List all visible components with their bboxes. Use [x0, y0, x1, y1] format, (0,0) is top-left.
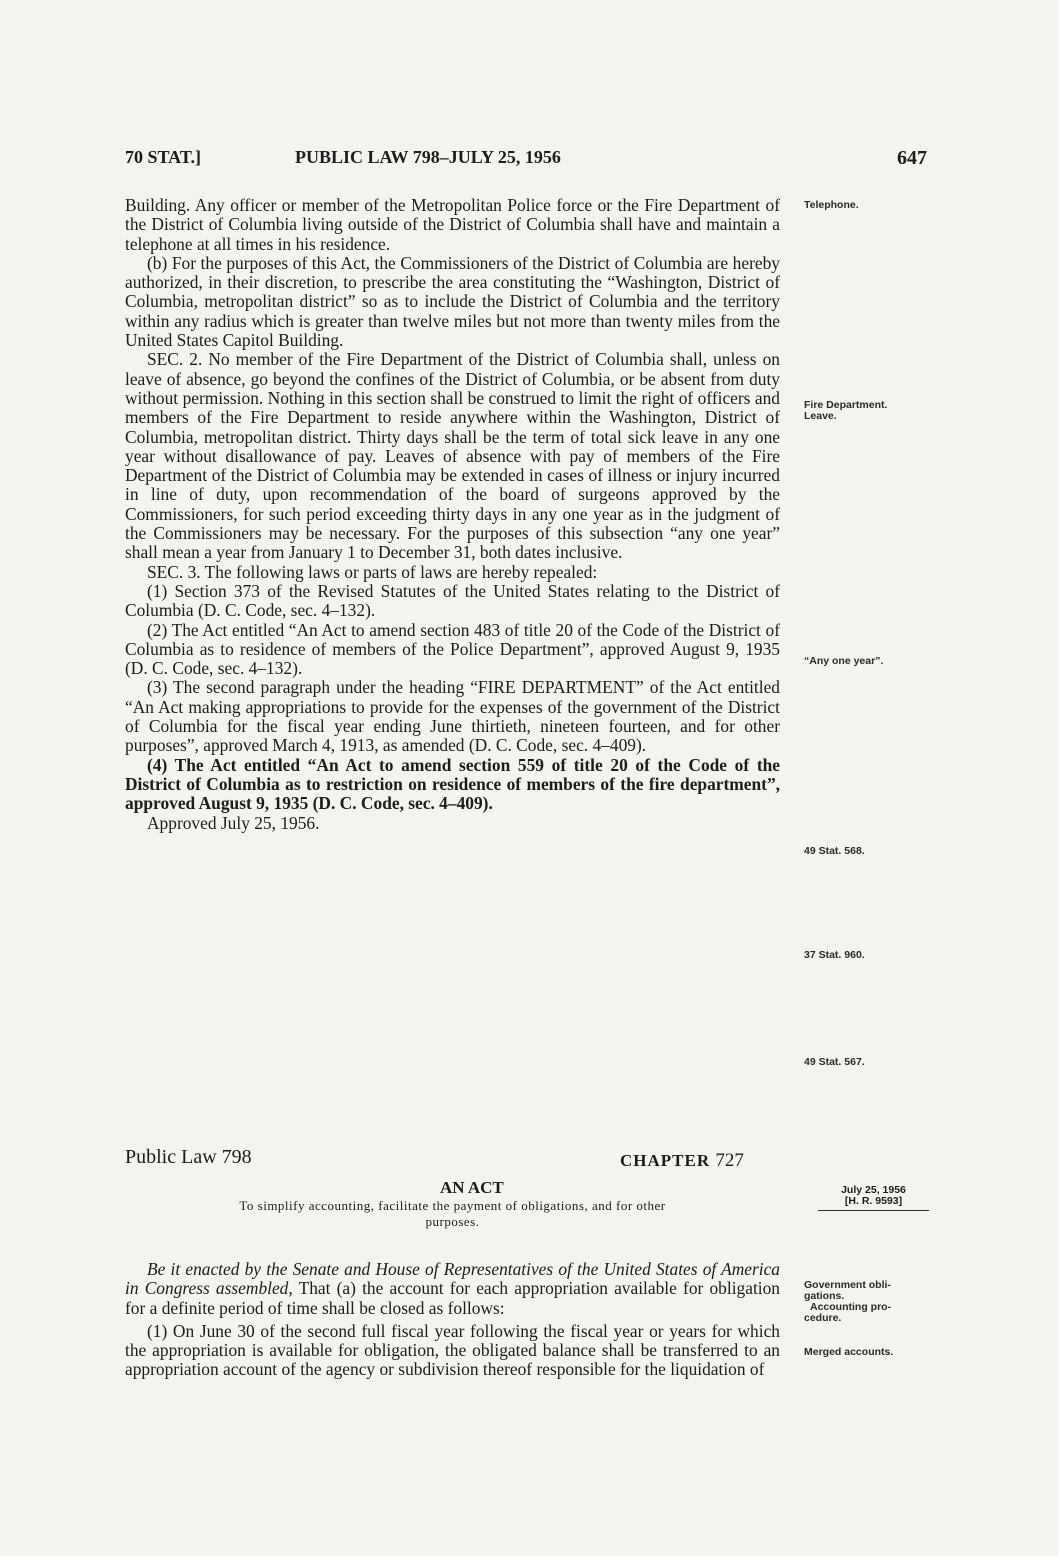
margin-note-line: Government obli- [804, 1279, 891, 1291]
approved-line: Approved July 25, 1956. [147, 812, 320, 833]
chapter-number: 727 [715, 1150, 744, 1171]
chapter-heading [620, 1150, 744, 1172]
margin-note-line: cedure. [804, 1312, 842, 1324]
enacting-italic: Be it enacted by the Senate and House of Representatives of the United States of America in Congress assembled, [125, 1259, 780, 1299]
margin-note-line: Fire Department. [804, 399, 888, 411]
margin-note-fire-dept [804, 400, 934, 422]
page-number: 647 [897, 147, 927, 169]
an-act-heading: AN ACT [440, 1178, 504, 1197]
enacting-rest: That (a) the account for each appropriation available for obligation for a definite period of time shall be closed as follows: [125, 1278, 780, 1318]
purpose-line: purposes. [425, 1214, 480, 1229]
margin-note-line: Accounting pro- [810, 1301, 892, 1313]
header-title: PUBLIC LAW 798–JULY 25, 1956 [295, 147, 561, 167]
paragraph: (b) For the purposes of this Act, the Commissioners of the District of Columbia are hereby authorized, in their discretion, to prescribe the area constituting the “Washington, District of Columbia, metropolitan district” so as to include the District of Columbia and the territory within any radius which is greater than twelve miles but not more than twenty miles from the United States Capitol Building. [125, 252, 780, 351]
new-act-text [125, 1260, 780, 1380]
paragraph: (1) On June 30 of the second full fiscal year following the fiscal year or years for which the appropriation is available for obligation, the obligated balance shall be transferred to an appropriation account of the agency or subdivision thereof responsible for the liquidation of [125, 1320, 780, 1380]
enactment-date: July 25, 1956 [841, 1184, 906, 1196]
paragraph: (3) The second paragraph under the heading “FIRE DEPARTMENT” of the Act entitled “An Act making appropriations to provide for the expenses of the government of the District of Columbia for the fiscal year ending June thirtieth, nineteen fourteen, and for other purposes”, approved March 4, 1913, as amended (D. C. Code, sec. 4–409). [125, 677, 780, 756]
act-purpose [125, 1198, 780, 1230]
paragraph: Building. Any officer or member of the Metropolitan Police force or the Fire Department of the District of Columbia living outside of the District of Columbia shall have and maintain a telephone at all times in his residence. [125, 195, 780, 254]
margin-note-line: Leave. [804, 410, 837, 422]
public-law-number: Public Law 798 [125, 1146, 252, 1168]
purpose-line: To simplify accounting, facilitate the payment of obligations, and for other [239, 1198, 666, 1213]
enacting-clause [125, 1260, 780, 1318]
paragraph-sec-2: SEC. 2. No member of the Fire Department of the District of Columbia shall, unless on leave of absence, go beyond the confines of the District of Columbia, or be absent from duty without permission. Nothing in this section shall be construed to limit the right of officers and members of the Fire Department to reside anywhere within the Washington, District of Columbia, metropolitan district. Thirty days shall be the term of total sick leave in any one year without disallowance of pay. Leaves of absence with pay of members of the Fire Department of the District of Columbia may be extended in cases of illness or injury incurred in line of duty, upon recommendation of the board of surgeons approved by the Commissioners, for such period exceeding thirty days in any one year as in the judgment of the Commissioners may be necessary. For the purposes of this subsection “any one year” shall mean a year from January 1 to December 31, both dates inclusive. [125, 349, 780, 563]
paragraph: (4) The Act entitled “An Act to amend section 559 of title 20 of the Code of the District of Columbia as to restriction on residence of members of the fire department”, approved August 9, 1935 (D. C. Code, sec. 4–409). [125, 754, 780, 814]
margin-note-gov-obligations [804, 1280, 934, 1324]
paragraph: (2) The Act entitled “An Act to amend section 483 of title 20 of the Code of the District of Columbia as to residence of members of the Police Department”, approved August 9, 1935 (D. C. Code, sec. 4–132). [125, 619, 780, 679]
paragraph-sec-3: SEC. 3. The following laws or parts of laws are hereby repealed: [147, 561, 598, 582]
margin-note-stat-568: 49 Stat. 568. [804, 845, 865, 857]
margin-note-stat-960: 37 Stat. 960. [804, 949, 865, 961]
paragraph: (1) Section 373 of the Revised Statutes of the United States relating to the District of Columbia (D. C. Code, sec. 4–132). [125, 580, 780, 621]
margin-note-line: gations. [804, 1290, 845, 1302]
margin-note-merged-accounts: Merged accounts. [804, 1346, 894, 1358]
header-statute: 70 STAT.] [125, 147, 202, 167]
main-text [125, 196, 780, 833]
bill-number: [H. R. 9593] [844, 1195, 903, 1207]
enactment-date-box [818, 1185, 929, 1211]
margin-note-stat-567: 49 Stat. 567. [804, 1056, 865, 1068]
margin-note-any-one-year: “Any one year”. [804, 655, 884, 667]
margin-note-telephone: Telephone. [804, 199, 859, 211]
chapter-word: CHAPTER [620, 1151, 711, 1170]
